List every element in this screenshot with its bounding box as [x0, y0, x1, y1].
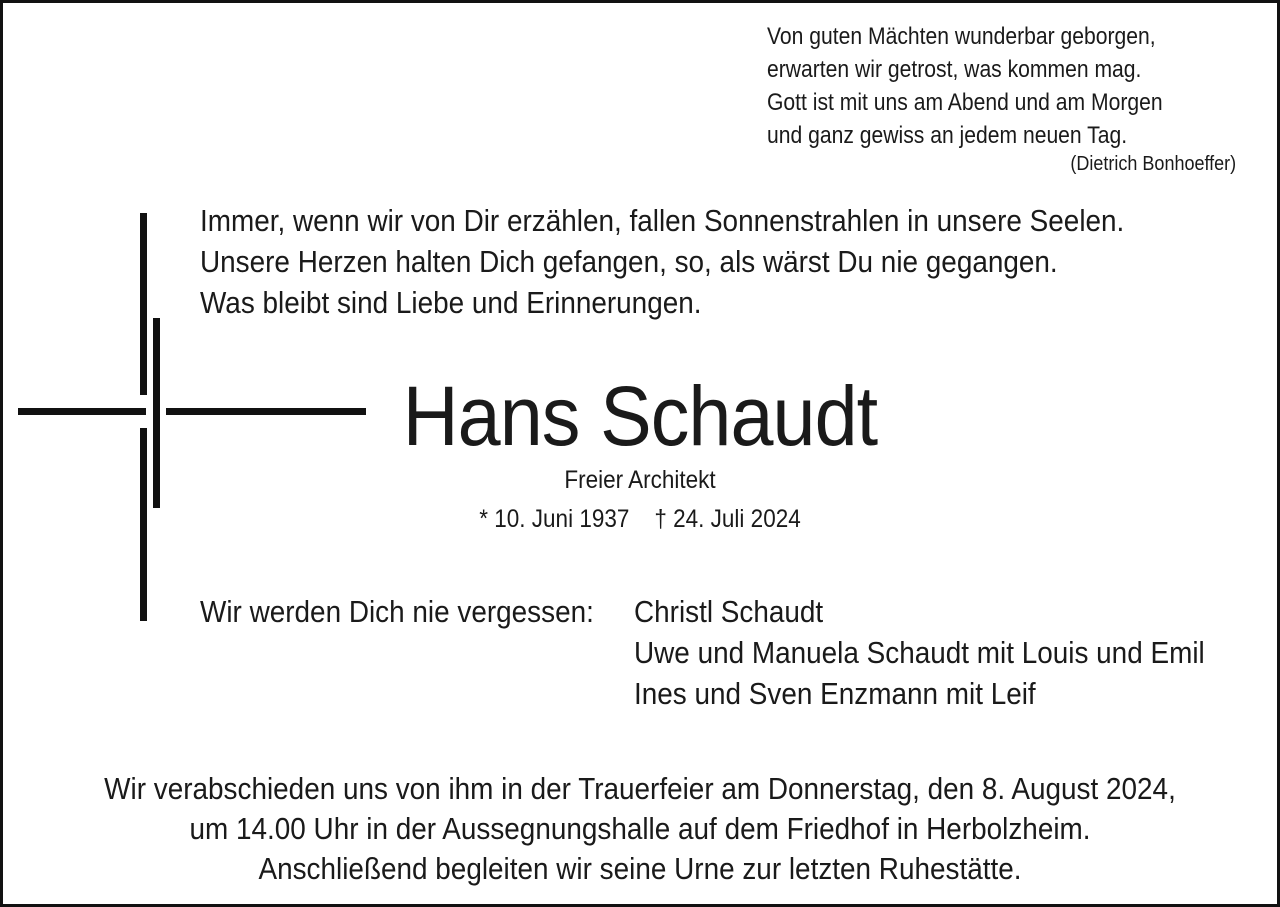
service-line: Anschließend begleiten wir seine Urne zur letzten Ruhestätte. — [258, 851, 1022, 886]
deceased-name: Hans Schaudt — [402, 369, 878, 463]
service-line: Wir verabschieden uns von ihm in der Trauerfeier am Donnerstag, den 8. August 2024, — [104, 771, 1176, 806]
poem-line: Was bleibt sind Liebe und Erinnerungen. — [200, 285, 702, 320]
funeral-service-info — [64, 769, 1216, 889]
bonhoeffer-quote — [767, 20, 1189, 152]
poem-line: Immer, wenn wir von Dir erzählen, fallen Sonnenstrahlen in unsere Seelen. — [200, 203, 1125, 238]
quote-author: (Dietrich Bonhoeffer) — [1070, 153, 1236, 175]
mourners-list — [634, 591, 1205, 714]
mourner-name: Christl Schaudt — [634, 594, 824, 629]
deceased-profession: Freier Architekt — [564, 466, 716, 494]
service-line: um 14.00 Uhr in der Aussegnungshalle auf dem Friedhof in Herbolzheim. — [189, 811, 1091, 846]
mourner-name: Uwe und Manuela Schaudt mit Louis und Emil — [634, 635, 1205, 670]
mourner-name: Ines und Sven Enzmann mit Leif — [634, 676, 1036, 711]
quote-line: Von guten Mächten wunderbar geborgen, — [767, 23, 1156, 50]
quote-line: und ganz gewiss an jedem neuen Tag. — [767, 122, 1128, 149]
life-dates: * 10. Juni 1937 † 24. Juli 2024 — [479, 505, 801, 533]
quote-line: erwarten wir getrost, was kommen mag. — [767, 56, 1142, 83]
poem-line: Unsere Herzen halten Dich gefangen, so, als wärst Du nie gegangen. — [200, 244, 1058, 279]
mourners-label: Wir werden Dich nie vergessen: — [200, 594, 594, 629]
quote-line: Gott ist mit uns am Abend und am Morgen — [767, 89, 1163, 116]
memorial-poem — [200, 200, 1124, 323]
